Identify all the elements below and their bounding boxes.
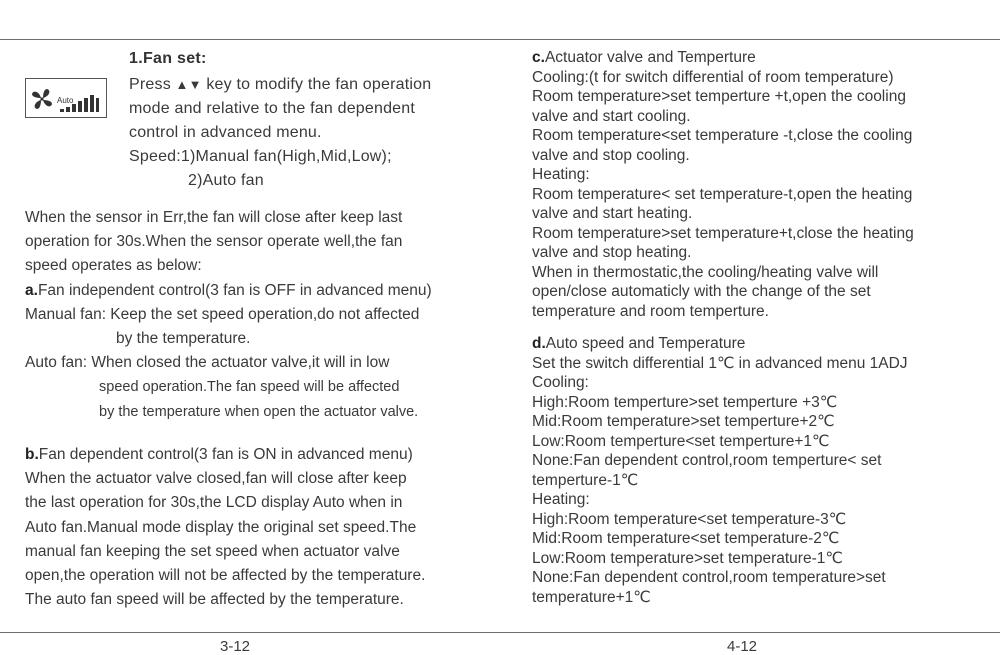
fan-set-line: mode and relative to the fan dependent — [129, 100, 416, 117]
fan-set-line: control in advanced menu. — [129, 124, 322, 141]
up-down-arrows-icon: ▲▼ — [175, 77, 202, 92]
section-d-line: Low:Room temperature>set temperature-1℃ — [532, 549, 843, 567]
lcd-auto-label: Auto — [57, 96, 74, 105]
auto-fan-line: by the temperature when open the actuator valve. — [99, 403, 419, 420]
page-number-left: 3-12 — [220, 638, 251, 655]
top-rule — [0, 39, 1000, 40]
section-b — [25, 443, 425, 612]
section-b-title: Fan dependent control(3 fan is ON in advanced menu) — [38, 446, 413, 463]
section-c-line: When in thermostatic,the cooling/heating valve will — [532, 263, 879, 281]
section-c-heading — [532, 48, 914, 68]
section-b-line: open,the operation will not be affected by the temperature. — [25, 567, 426, 585]
section-d-line: temperature+1℃ — [532, 588, 651, 606]
section-b-heading — [25, 443, 425, 467]
press-text: Press — [129, 76, 176, 93]
section-d-line: High:Room temperature<set temperature-3℃ — [532, 510, 847, 528]
key-text: key to modify the fan operation — [201, 76, 432, 93]
fan-set-line — [129, 73, 431, 97]
section-c-line: valve and start cooling. — [532, 107, 691, 125]
fan-set-text — [129, 73, 431, 193]
fan-set-line: Speed:1)Manual fan(High,Mid,Low); — [129, 148, 392, 165]
section-b-line: The auto fan speed will be affected by the temperature. — [25, 591, 404, 609]
intro-line: operation for 30s.When the sensor operate well,the fan — [25, 233, 403, 251]
section-d-line: None:Fan dependent control,room temperature>set — [532, 569, 886, 586]
section-b-line: When the actuator valve closed,fan will close after keep — [25, 470, 407, 488]
section-c-line: Heating: — [532, 166, 590, 183]
bottom-rule — [0, 632, 1000, 633]
section-c-line: Cooling:(t for switch differential of room temperature) — [532, 68, 894, 86]
section-a-title: Fan independent control(3 fan is OFF in advanced menu) — [37, 281, 432, 299]
section-d-line: Heating: — [532, 491, 590, 508]
section-b-line: the last operation for 30s,the LCD display Auto when in — [25, 494, 403, 512]
section-c-title: Actuator valve and Temperture — [544, 49, 756, 66]
section-c-line: valve and start heating. — [532, 205, 693, 222]
section-d-label: d. — [532, 335, 546, 352]
section-c-line: Room temperature>set temperture +t,open the cooling — [532, 88, 906, 105]
section-d-line: High:Room temperture>set temperture +3℃ — [532, 393, 838, 411]
section-d-line: Mid:Room temperature>set temperture+2℃ — [532, 413, 835, 430]
section-d-line: temperture-1℃ — [532, 471, 639, 489]
fan-set-line: 2)Auto fan — [188, 172, 264, 189]
section-b-line: manual fan keeping the set speed when actuator valve — [25, 542, 400, 560]
section-b-label: b. — [25, 446, 39, 463]
section-d-title: Auto speed and Temperature — [545, 335, 746, 352]
section-c-line: open/close automaticly with the change of the set — [532, 283, 871, 300]
fan-set-title: 1.Fan set: — [129, 50, 207, 67]
section-c-label: c. — [532, 49, 545, 66]
intro-line: When the sensor in Err,the fan will close after keep last — [25, 209, 403, 226]
section-d-line: Cooling: — [532, 374, 589, 391]
section-d-line: Low:Room temperture<set temperture+1℃ — [532, 432, 830, 450]
section-c-line: temperature and room temperture. — [532, 302, 769, 320]
section-b-line: Auto fan.Manual mode display the original set speed.The — [25, 518, 417, 536]
section-d-line: Set the switch differential 1℃ in advanced menu 1ADJ — [532, 354, 908, 372]
manual-fan-line: by the temperature. — [116, 330, 251, 348]
manual-fan-line: Manual fan: Keep the set speed operation,do not affected — [25, 305, 420, 323]
section-c-line: valve and stop heating. — [532, 244, 692, 261]
intro-line: speed operates as below: — [25, 257, 202, 275]
section-c-line: valve and stop cooling. — [532, 146, 690, 164]
section-d-line: None:Fan dependent control,room temperture< set — [532, 452, 882, 469]
auto-fan-line: Auto fan: When closed the actuator valve,it will in low — [25, 354, 390, 372]
section-a-label: a. — [25, 281, 38, 299]
sensor-intro — [25, 206, 432, 424]
section-d — [532, 334, 908, 607]
section-c-line: Room temperature>set temperature+t,close the heating — [532, 224, 914, 242]
auto-fan-line: speed operation.The fan speed will be affected — [99, 379, 400, 396]
section-d-line: Mid:Room temperature<set temperature-2℃ — [532, 530, 840, 547]
section-c-line: Room temperature< set temperature-t,open the heating — [532, 185, 913, 203]
section-a-heading — [25, 279, 432, 303]
lcd-display-illustration — [25, 78, 107, 118]
section-d-heading — [532, 334, 908, 354]
section-c-line: Room temperature<set temperature -t,close the cooling — [532, 127, 913, 144]
section-c — [532, 48, 914, 321]
page-number-right: 4-12 — [727, 638, 758, 655]
